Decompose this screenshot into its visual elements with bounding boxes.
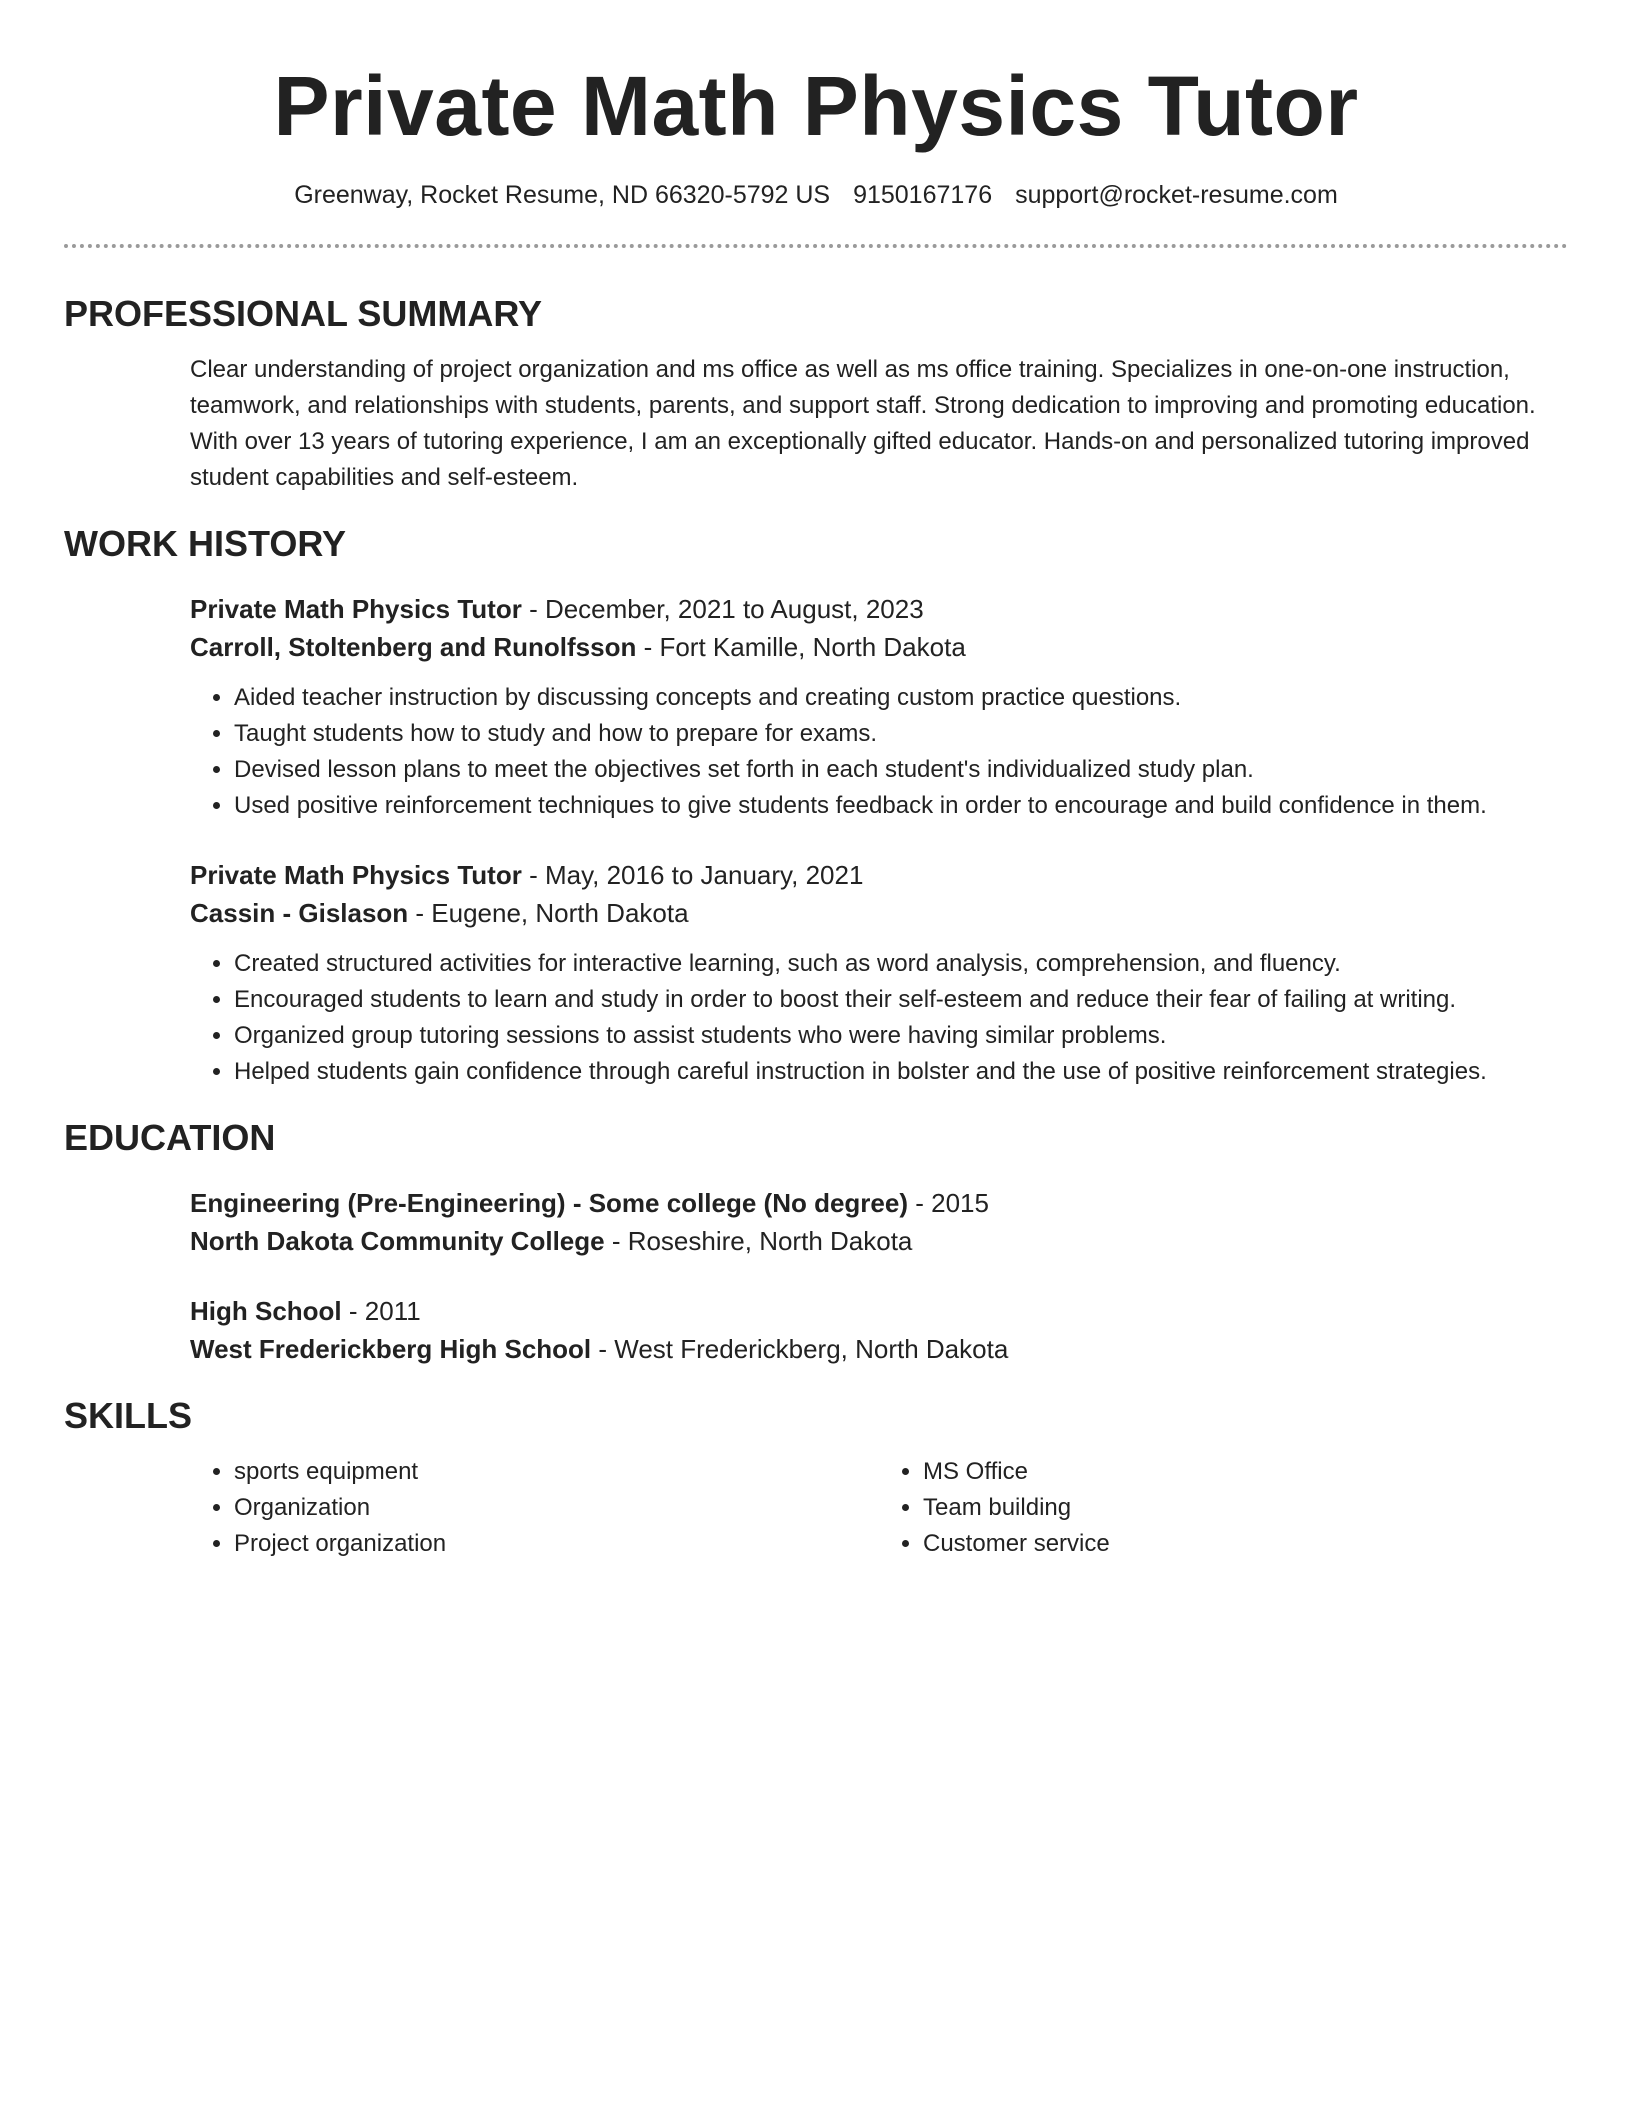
education-degree-line (190, 1184, 1568, 1222)
summary-text: Clear understanding of project organization and ms office as well as ms office training. Specializes in one-on-one instruction, teamwork, and relationships with students, parents, and support staff. Strong dedication to improving and promoting education. With over 13 years of tutoring experience, I am an exceptionally gifted educator. Hands-on and personalized tutoring improved student capabilities and self-esteem. (190, 356, 1536, 491)
education-school-line (190, 1330, 1568, 1368)
resume-header (64, 0, 1568, 212)
skill-item: • Customer service (923, 1526, 1568, 1562)
education-year: - 2015 (908, 1188, 989, 1218)
job-entry (190, 590, 1568, 824)
job-entry (190, 856, 1568, 1090)
education-entry (190, 1184, 1568, 1260)
education-location: - West Frederickberg, North Dakota (591, 1334, 1009, 1364)
job-bullet: • Aided teacher instruction by discussing concepts and creating custom practice questions. (234, 680, 1568, 716)
skill-item: • MS Office (923, 1454, 1568, 1490)
section-title-skills: SKILLS (64, 1395, 193, 1436)
section-title-summary: PROFESSIONAL SUMMARY (64, 293, 543, 334)
job-company-line (190, 894, 1568, 932)
skill-item: • Organization (234, 1490, 879, 1526)
job-bullet: • Used positive reinforcement techniques to give students feedback in order to encourage and build confidence in them. (234, 788, 1568, 824)
contact-phone: 9150167176 (853, 181, 993, 209)
header-divider (64, 244, 1568, 248)
contact-address: Greenway, Rocket Resume, ND 66320-5792 US (294, 181, 831, 209)
job-title-line (190, 590, 1568, 628)
professional-summary-section (64, 292, 1568, 496)
skill-item: • sports equipment (234, 1454, 879, 1490)
skills-column-left (190, 1454, 879, 1562)
job-bullet: • Organized group tutoring sessions to assist students who were having similar problems. (234, 1018, 1568, 1054)
skills-column-right (879, 1454, 1568, 1562)
job-bullets (190, 946, 1568, 1090)
education-school: West Frederickberg High School (190, 1334, 592, 1364)
section-title-education: EDUCATION (64, 1117, 276, 1158)
job-bullets (190, 680, 1568, 824)
job-bullet: • Devised lesson plans to meet the objectives set forth in each student's individualized study plan. (234, 752, 1568, 788)
job-bullet: • Encouraged students to learn and study in order to boost their self-esteem and reduce their fear of failing at writing. (234, 982, 1568, 1018)
education-school: North Dakota Community College (190, 1226, 605, 1256)
job-bullet: • Taught students how to study and how to prepare for exams. (234, 716, 1568, 752)
education-location: - Roseshire, North Dakota (604, 1226, 913, 1256)
education-entry (190, 1292, 1568, 1368)
job-location: - Fort Kamille, North Dakota (636, 632, 966, 662)
skill-item: • Team building (923, 1490, 1568, 1526)
job-bullet: • Created structured activities for interactive learning, such as word analysis, comprehension, and fluency. (234, 946, 1568, 982)
job-company: Carroll, Stoltenberg and Runolfsson (190, 632, 637, 662)
job-role: Private Math Physics Tutor (190, 594, 522, 624)
education-year: - 2011 (341, 1296, 421, 1326)
education-degree: Engineering (Pre-Engineering) - Some college (No degree) (190, 1188, 908, 1218)
skills-grid (190, 1454, 1568, 1562)
education-degree-line (190, 1292, 1568, 1330)
contact-info (64, 178, 1568, 212)
education-school-line (190, 1222, 1568, 1260)
skill-item: • Project organization (234, 1526, 879, 1562)
job-title-line (190, 856, 1568, 894)
job-company: Cassin - Gislason (190, 898, 409, 928)
job-dates: - May, 2016 to January, 2021 (521, 860, 864, 890)
job-location: - Eugene, North Dakota (408, 898, 689, 928)
job-role: Private Math Physics Tutor (190, 860, 522, 890)
education-section (64, 1116, 1568, 1368)
contact-email: support@rocket-resume.com (1015, 181, 1338, 209)
work-history-section (64, 522, 1568, 1090)
skills-section (64, 1394, 1568, 1562)
education-degree: High School (190, 1296, 342, 1326)
section-title-work: WORK HISTORY (64, 523, 347, 564)
job-bullet: • Helped students gain confidence through careful instruction in bolster and the use of positive reinforcement strategies. (234, 1054, 1568, 1090)
candidate-name: Private Math Physics Tutor (273, 59, 1359, 153)
job-dates: - December, 2021 to August, 2023 (521, 594, 924, 624)
job-company-line (190, 628, 1568, 666)
